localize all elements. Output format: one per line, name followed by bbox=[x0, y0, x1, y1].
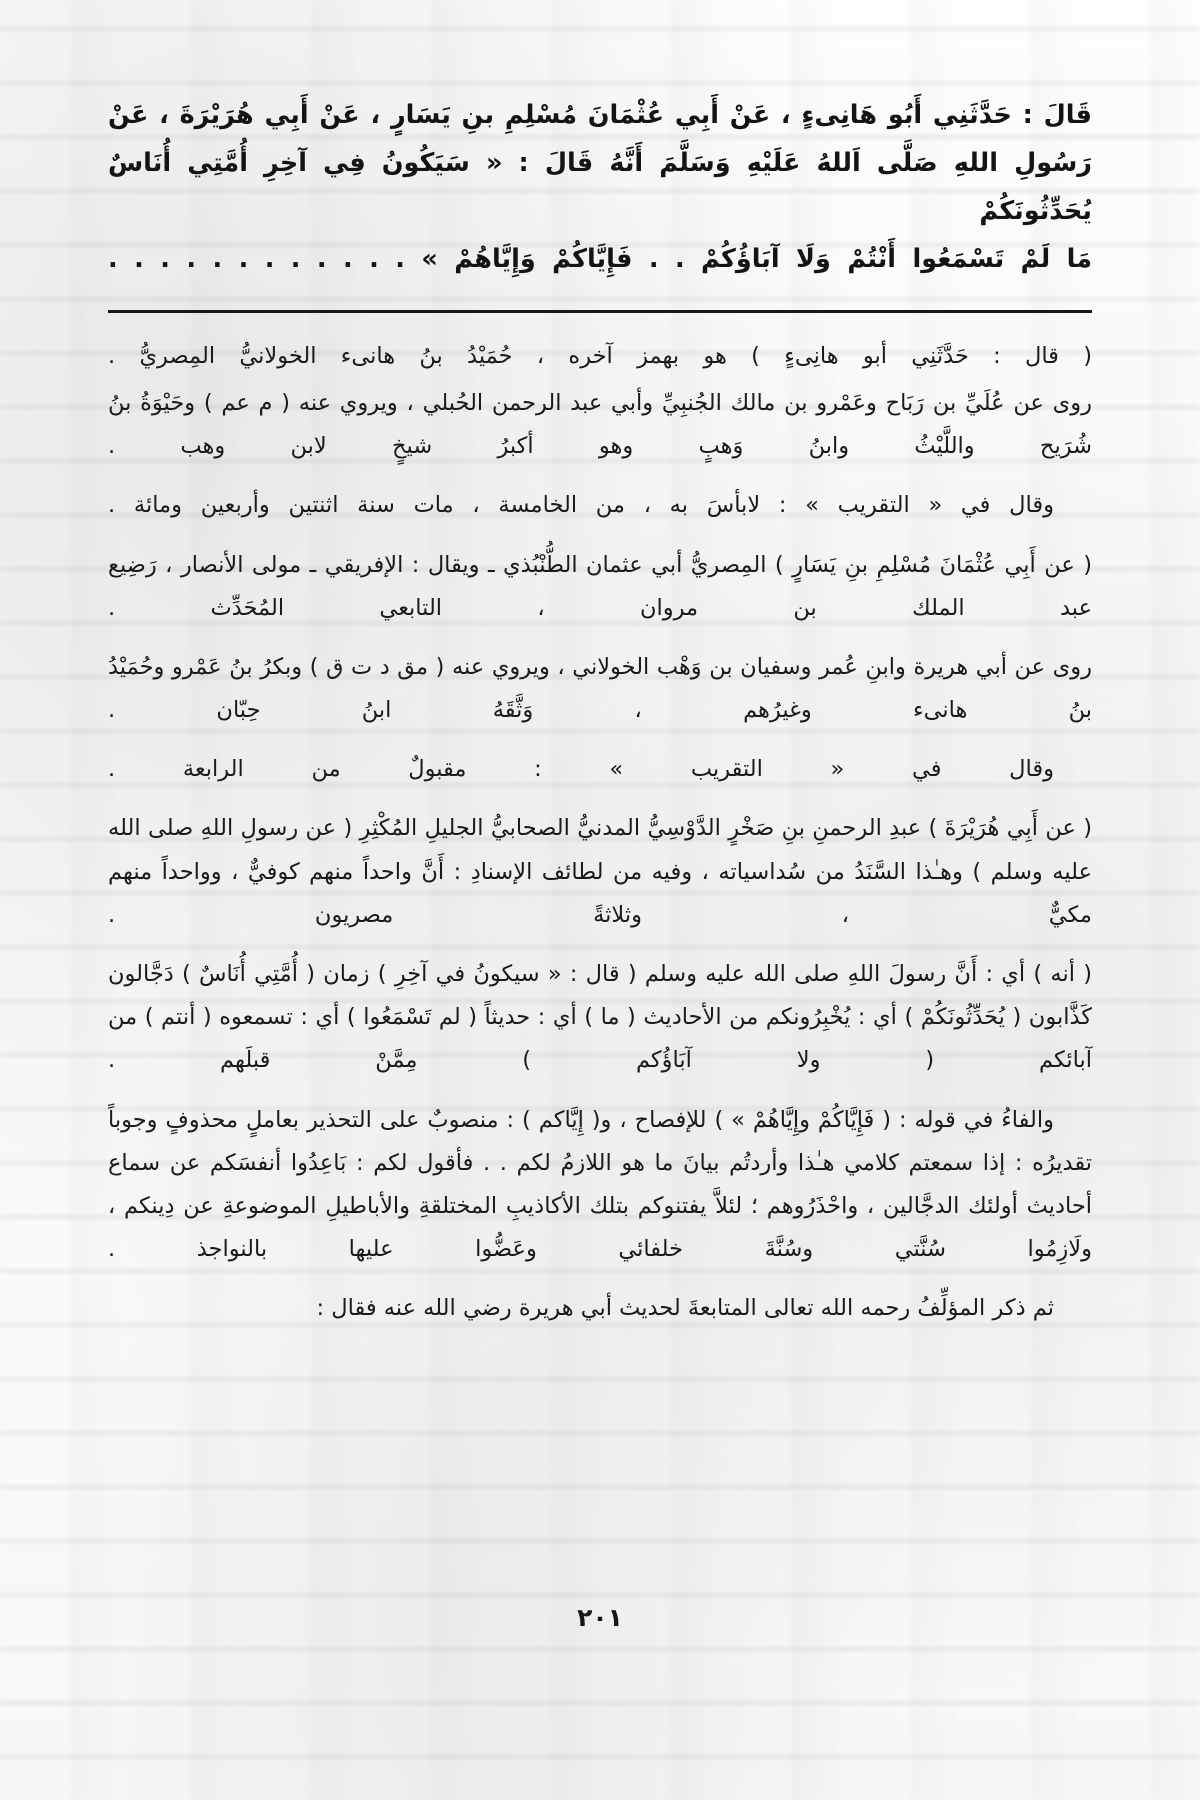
matn-ellipsis-dots: . . . . . . . . . . . . bbox=[108, 243, 405, 274]
commentary-paragraph-9: والفاءُ في قوله : ( فَإِيَّاكُمْ وإِيَّاهُمْ » ) للإفصاح ، و( إِيَّاكم ) : منصوبٌ على التحذير بعاملٍ محذوفٍ وجوباً تقديرُه : إذا سمعتم كلامي هـٰذا وأردتُم بيانَ ما هو اللازمُ لكم . . فأقول لكم : بَاعِدُوا أنفسَكم عن سماع أحاديث أولئك الدجَّالين ، واحْذَرُوهم ؛ لئلاَّ يفتنوكم بتلك الأكاذيبِ المختلقةِ والأباطيلِ الموضوعةِ عن دِينكم ، ولَازِمُوا سُنَّتي وسُنَّةَ خلفائي وعَضُّوا عليها بالنواجذ . bbox=[108, 1106, 1092, 1263]
commentary-paragraph-5: روى عن أبي هريرة وابنِ عُمر وسفيان بن وَهْب الخولاني ، ويروي عنه ( مق د ت ق ) وبكرُ بنُ عَمْرو وحُمَيْدُ بنُ هانىء وغيرُهم ، وَثَّقَهُ ابنُ حِبّان . bbox=[108, 653, 1092, 724]
matn-line-1: قَالَ : حَدَّثَنِي أَبُو هَانِىءٍ ، عَنْ أَبِي عُثْمَانَ مُسْلِمِ بنِ يَسَارٍ ، عَنْ أَبِي هُرَيْرَةَ ، عَنْ bbox=[108, 100, 1092, 130]
matn-line-2: رَسُولِ اللهِ صَلَّى اَللهُ عَلَيْهِ وَسَلَّمَ أَنَّهُ قَالَ : « سَيَكُونُ فِي آخِرِ أُمَّتِي أُنَاسٌ يُحَدِّثُونَكُمْ bbox=[108, 147, 1092, 226]
commentary-paragraph-7: ( عن أَبِي هُرَيْرَةَ ) عبدِ الرحمنِ بنِ صَخْرٍ الدَّوْسِيُّ المدنيُّ الصحابيُّ الجليلِ المُكْثِرِ ( عن رسولِ اللهِ صلى الله عليه وسلم ) وهـٰذا السَّنَدُ من سُداسياته ، وفيه من لطائف الإسنادِ : أَنَّ واحداً منهم كوفيٌّ ، وواحداً منهم مكيٌّ ، وثلاثةً مصريون . bbox=[108, 815, 1092, 928]
commentary-block bbox=[108, 335, 1092, 1331]
commentary-paragraph-4: ( عن أَبِي عُثْمَانَ مُسْلِمِ بنِ يَسَارٍ ) المِصريُّ أبي عثمان الطُّنْبُذي ـ ويقال : الإفريقي ـ مولى الأنصار ، رَضِيع عبد الملك بن مروان ، التابعي المُحَدِّث . bbox=[108, 551, 1092, 621]
section-divider-rule bbox=[108, 310, 1092, 313]
commentary-paragraph-10: ثم ذكر المؤلِّفُ رحمه الله تعالى المتابعةَ لحديث أبي هريرة رضي الله عنه فقال : bbox=[316, 1295, 1054, 1322]
page-number: ٢٠١ bbox=[577, 1603, 623, 1632]
commentary-paragraph-3: وقال في « التقريب » : لابأسَ به ، من الخامسة ، مات سنة اثنتين وأربعين ومائة . bbox=[108, 492, 1054, 519]
hadith-matn-block bbox=[108, 92, 1092, 284]
commentary-paragraph-6: وقال في « التقريب » : مقبولٌ من الرابعة . bbox=[108, 756, 1054, 783]
matn-line-3-text: مَا لَمْ تَسْمَعُوا أَنْتُمْ وَلَا آبَاؤُكُمْ . . فَإِيَّاكُمْ وَإِيَّاهُمْ » bbox=[421, 243, 1093, 274]
matn-line-3 bbox=[108, 236, 1092, 284]
commentary-paragraph-2: روى عن عُلَيِّ بن رَبَاح وعَمْرو بن مالك الجُنبِيِّ وأبي عبد الرحمن الحُبلي ، ويروي عنه ( م عم ) وحَيْوَةُ بنُ شُرَيح واللَّيْثُ وابنُ وَهبٍ وهو أكبرُ شيخٍ لابن وهب . bbox=[108, 389, 1092, 460]
commentary-paragraph-8: ( أنه ) أي : أَنَّ رسولَ اللهِ صلى الله عليه وسلم ( قال : « سيكونُ في آخِرِ ) زمان ( أُمَّتِي أُنَاسٌ ) دَجَّالون كَذَّابون ( يُحَدِّثُونَكُمْ ) أي : يُخْبِرُونكم من الأحاديث ( ما ) أي : حديثاً ( لم تَسْمَعُوا ) أي : تسمعوه ( أنتم ) من آبائكم ( ولا آبَاؤُكم ) مِمَّنْ قبلَهم . bbox=[108, 961, 1092, 1074]
commentary-paragraph-1: ( قال : حَدَّثَنِي أبو هانِىءٍ ) هو بهمز آخره ، حُمَيْدُ بنُ هانىء الخولانيُّ المِصريُّ . bbox=[108, 342, 1092, 369]
